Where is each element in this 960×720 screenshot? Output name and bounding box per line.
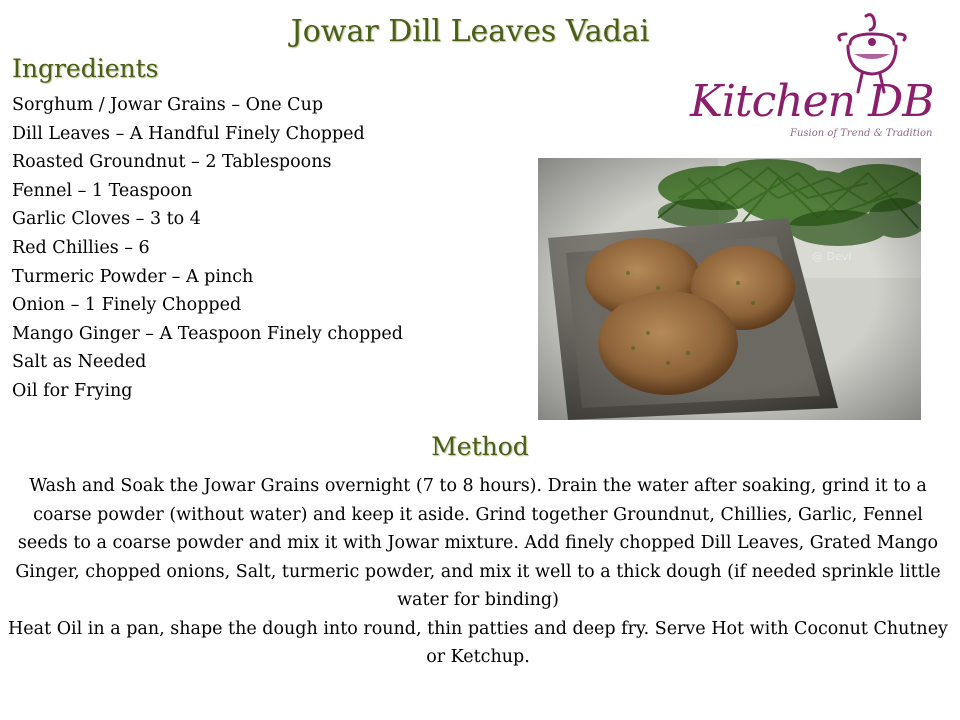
vadai-photo bbox=[538, 158, 921, 420]
method-paragraph: Wash and Soak the Jowar Grains overnight (7 to 8 hours). Drain the water after soaking, grind it to a coarse powder (without water) and keep it aside. Grind together Groundnut, Chillies, Garlic, Fennel seeds to a coarse powder and mix it with Jowar mixture. Add finely chopped Dill Leaves, Grated Mango Ginger, chopped onions, Salt, turmeric powder, and mix it well to a thick dough (if needed sprinkle little water for binding) bbox=[15, 476, 941, 610]
photo-watermark: @ Devi bbox=[812, 250, 852, 263]
ingredient-item: Garlic Cloves – 3 to 4 bbox=[12, 209, 201, 230]
ingredient-item: Salt as Needed bbox=[12, 352, 147, 373]
ingredient-item: Dill Leaves – A Handful Finely Chopped bbox=[12, 123, 365, 144]
logo-tagline: Fusion of Trend & Tradition bbox=[790, 128, 933, 139]
ingredient-item: Roasted Groundnut – 2 Tablespoons bbox=[12, 152, 332, 173]
kitchen-db-logo bbox=[690, 10, 950, 150]
ingredient-item: Red Chillies – 6 bbox=[12, 237, 150, 258]
ingredient-item: Mango Ginger – A Teaspoon Finely chopped bbox=[12, 323, 403, 344]
method-text bbox=[6, 472, 950, 672]
method-heading: Method bbox=[431, 432, 529, 461]
ingredient-item: Turmeric Powder – A pinch bbox=[12, 266, 254, 287]
ingredients-list bbox=[12, 91, 403, 406]
ingredient-item: Oil for Frying bbox=[12, 380, 133, 401]
method-paragraph: Heat Oil in a pan, shape the dough into round, thin patties and deep fry. Serve Hot with Coconut Chutney or Ketchup. bbox=[8, 618, 948, 667]
ingredient-item: Sorghum / Jowar Grains – One Cup bbox=[12, 95, 324, 115]
ingredient-item: Onion – 1 Finely Chopped bbox=[12, 295, 242, 316]
ingredients-heading: Ingredients bbox=[12, 54, 159, 83]
ingredient-item: Fennel – 1 Teaspoon bbox=[12, 180, 193, 201]
logo-wordmark: Kitchen DB bbox=[690, 76, 934, 127]
recipe-title: Jowar Dill Leaves Vadai bbox=[290, 14, 650, 49]
